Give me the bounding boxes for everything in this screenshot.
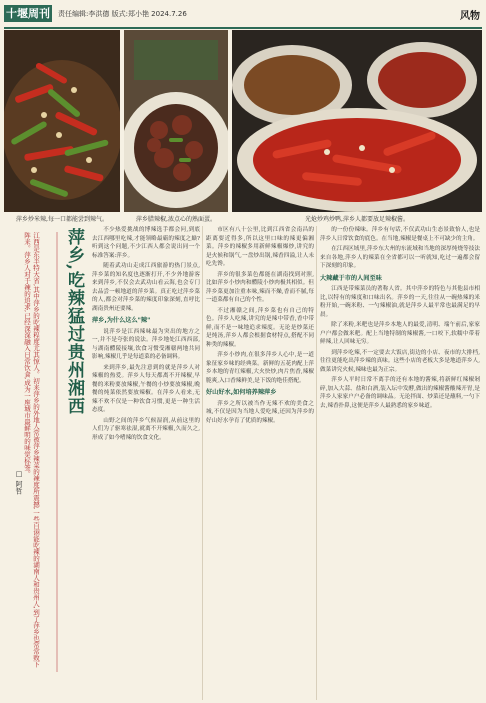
body-column-1 — [92, 226, 200, 700]
subheading: 好山好水,如何培养辣萍乡 — [206, 389, 277, 396]
paragraph: 不过湘赣之间,萍乡菜也有自己的特色。萍乡人吃辣,讲究的是辣中带香,香中带鲜,而不是一味地追求辣度。无论是炒菜还是炖汤,萍乡人都会根据食材特点,搭配不同种类的辣椒。 — [206, 307, 314, 348]
photo-2 — [124, 30, 228, 212]
paragraph: 在江西区域里,萍乡东大州的东流域和当地的深厚炖烧等技法来自各地,萍乡人的辣菜在全省都可以一听就知,吃过一遍都会留下深刻的印象。 — [320, 246, 480, 269]
paragraph: 到萍乡吃辣,不一定要去大饭店,街边的小店、夜市的大排档,往往更能吃出萍乡辣的真味。这些小店的老板大多是地道萍乡人,做菜讲究火候,辣味也最为正宗。 — [320, 349, 480, 373]
subheading: 萍乡,为什么这么"辣" — [92, 317, 151, 324]
paragraph: 除了米粉,米粑也是萍乡本地人的最爱,清明、端午前后,家家户户都会做米粑。配上当地特制的辣椒酱,一口咬下,软糯中带着鲜辣,让人回味无穷。 — [320, 322, 480, 345]
article-deck: 江西是东半特大省,其中萍乡的吃辣程度尤其惊人。初来萍乡的外地人常被萍乡辣菜的辣度所震撼,一些自诩能吃辣的湖南人和贵州人,到了萍乡也常常败下阵来。萍乡人对于辣的追求,已经深深融入日常饮食,成为一座城市最鲜明的味觉标签。 — [23, 232, 40, 668]
paragraph: 来到萍乡,最先注意到的就是萍乡人对辣椒的热爱。萍乡人每天都离不开辣椒,早餐的米粉要放辣椒,午餐的小炒要放辣椒,晚餐的炖菜依然要放辣椒。在萍乡人看来,无辣不欢不仅是一种饮食习惯,更是一种生活态度。 — [92, 364, 200, 413]
paragraph: 江西是带辣菜员的著称人省。其中萍乡的特色与其他县市相比,以特有的辣度和口味出名。萍乡的一天,往往从一碗热辣的米粉开始,一碗米粉、一勺辣椒油,就是萍乡人最平常也最满足的早晨。 — [320, 286, 480, 318]
column-divider — [316, 226, 317, 700]
subheading: 大辣藏于市的人间至味 — [320, 274, 382, 282]
deck-accent-bar — [56, 232, 58, 672]
paragraph: 萍乡的很多菜色都能在湖南找到对照,比如萍乡小炒肉和醴陵小炒肉极其相似。但萍乡菜更加注重本味,辣而不燥,香而不腻,每一道菜都有自己的个性。 — [206, 271, 314, 303]
body-column-3 — [320, 226, 480, 700]
photo-1-caption: 萍乡炒米辣,每一口都能尝到辣气。 — [16, 216, 108, 223]
masthead-rule — [4, 27, 482, 29]
paragraph: 萍乡之所以被当作无辣不欢的美食之城,不仅是因为当地人爱吃辣,还因为萍乡的好山好水孕育了优质的辣椒。 — [206, 400, 314, 424]
paragraph: 市区有八十公里,比到江西省会南昌的距离要近得多,所以这里口味的辣更偏湘菜。萍乡的辣椒多用新鲜辣椒爆炒,讲究的是火候和锅气,一盘炒出锅,辣香四溢,让人未吃先馋。 — [206, 227, 314, 267]
author-byline: □ 阿哲 — [15, 470, 23, 495]
brand-logo: 十堰周刊 — [6, 7, 50, 20]
masthead — [0, 0, 486, 28]
photo-3-caption: 光炝炒鸡炒鸭,萍乡人都要放足辣椒酱。 — [305, 216, 409, 223]
paragraph: 萍乡小炒肉,在很多萍乡人心中,是一道象征家乡味的经典菜。新鲜的五花肉配上萍乡本地的青红辣椒,大火快炒,肉片焦香,辣椒脆爽,入口香辣鲜美,是下饭的绝佳搭配。 — [206, 352, 314, 384]
paragraph: 不少热爱挑战的博辣选手都会问,到底去江西哪里吃辣,才能领略最霸的辣度之巅?听到这个问题,不少江西人都会说出同一个标准答案:萍乡。 — [92, 227, 200, 259]
editor-credits: 责任编辑:李洪德 版式:郑小艳 2024.7.26 — [58, 10, 187, 18]
paragraph: 随着武功山走成江西旅游的热门景点,萍乡菜的知名度也逐渐打开,不少外地游客来到萍乡,不仅会去武功山看云海,也会专门去品尝一顿地道的萍乡菜。真正吃过萍乡菜的人,都会对萍乡菜的辣度印象深刻,直呼比湖南贵州还要辣。 — [92, 263, 200, 312]
paragraph: 的一份份辣味。萍乡有句话,不仅武功山生态景致怡人,也是萍乡人日常饮食的底色。在当地,辣椒是餐桌上不可缺少的主角。 — [320, 227, 480, 242]
photo-1 — [4, 30, 120, 212]
article-title: 萍乡,吃辣猛过贵州湘西 — [64, 228, 84, 415]
paragraph: 山野之间的萍乡气候湿润,从前这里的人们为了驱寒祛湿,就离不开辣椒,久而久之,形成了如今嗜辣的饮食文化。 — [92, 417, 200, 441]
section-label: 风物 — [460, 11, 480, 22]
column-divider — [202, 226, 203, 700]
red-chili-dish-image — [232, 30, 482, 212]
photo-2-caption: 萍乡腊辣椒,浓点心的熟面蛋。 — [136, 216, 216, 223]
chili-stirfry-image — [4, 30, 120, 212]
cured-pepper-image — [124, 30, 228, 212]
paragraph: 说萍乡是江西辣味最为突出的地方之一,并不是夸张的说法。萍乡地处江西西部,与湖南醴陵接壤,饮食习惯受湘赣两地共同影响,辣椒几乎是每道菜的必备调料。 — [92, 328, 200, 360]
paragraph: 萍乡人平时日常不离手的还有本地的酱辣,将新鲜红辣椒剁碎,加入大蒜、盐和白酒,装入坛中发酵,做出的辣椒酱酸辣开胃,是萍乡人家家户户必备的调味品。无论拌面、炒菜还是蘸料,一勺下去,辣香扑鼻,这便是萍乡人最熟悉的家乡味道。 — [320, 377, 480, 409]
photo-3 — [232, 30, 482, 212]
body-column-2 — [206, 226, 314, 700]
